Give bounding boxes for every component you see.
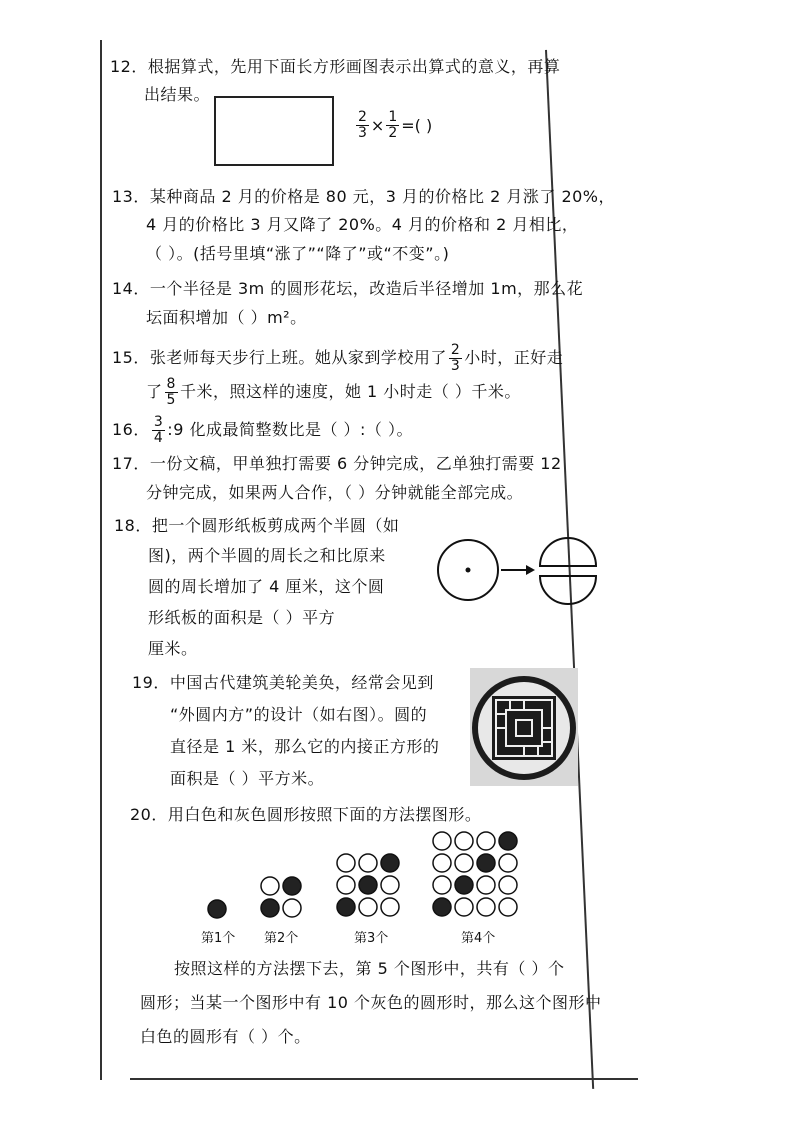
q17-line2: 分钟完成，如果两人合作，（ ）分钟就能全部完成。 (146, 483, 524, 502)
q12-expression (354, 110, 432, 141)
page-border-bottom (130, 1078, 638, 1080)
white-circle (283, 899, 301, 917)
q12-answer-blank[interactable]: =( ) (401, 116, 433, 135)
q20-line3: 圆形；当某一个图形中有 10 个灰色的圆形时，那么这个图形中 (140, 993, 602, 1012)
q13-line3: （ ）。(括号里填“涨了”“降了”或“不变”。) (146, 244, 450, 263)
white-circle (433, 832, 451, 850)
white-circle (433, 854, 451, 872)
q12-line1: 12．根据算式，先用下面长方形画图表示出算式的意义，再算 (110, 57, 561, 76)
q18-line1: 18．把一个圆形纸板剪成两个半圆（如 (114, 516, 400, 535)
times-sign: × (370, 116, 385, 135)
q14-line1: 14．一个半径是 3m 的圆形花坛，改造后半径增加 1m，那么花 (112, 279, 584, 298)
q19-line1: 19．中国古代建筑美轮美奂，经常会见到 (132, 673, 434, 692)
gray-circle (337, 898, 355, 916)
q18-line3: 圆的周长增加了 4 厘米，这个圆 (148, 577, 385, 596)
white-circle (381, 898, 399, 916)
q18-line4: 形纸板的面积是（ ）平方 (148, 608, 336, 627)
white-circle (455, 898, 473, 916)
white-circle (477, 876, 495, 894)
white-circle (433, 876, 451, 894)
white-circle (261, 877, 279, 895)
q20-line1: 20．用白色和灰色圆形按照下面的方法摆图形。 (130, 805, 482, 824)
figure-label-2: 第2个 (264, 931, 299, 946)
q20-line4: 白色的圆形有（ ）个。 (140, 1027, 311, 1046)
q15-fraction-1: $\frac{2}{3}$ (450, 342, 461, 374)
gray-circle (208, 900, 226, 918)
q12-fraction-1: $\frac{2}{3}$ (358, 109, 367, 141)
white-circle (337, 876, 355, 894)
q14-line2: 坛面积增加（ ）m²。 (146, 308, 307, 327)
white-circle (477, 832, 495, 850)
lower-semicircle (540, 576, 596, 604)
gray-circle (283, 877, 301, 895)
q15-line1: 15．张老师每天步行上班。她从家到学校用了 $\frac{2}{3}$ 小时，正好走 (112, 342, 564, 374)
q12-fraction-2: $\frac{1}{2}$ (388, 109, 398, 141)
figure-label-4: 第4个 (461, 931, 496, 946)
q20-line2: 按照这样的方法摆下去，第 5 个图形中，共有（ ）个 (174, 959, 565, 978)
gray-circle (499, 832, 517, 850)
gray-circle (261, 899, 279, 917)
gray-circle (433, 898, 451, 916)
white-circle (499, 876, 517, 894)
q19-line3: 直径是 1 米，那么它的内接正方形的 (170, 737, 440, 756)
figure-label-3: 第3个 (354, 931, 389, 946)
white-circle (455, 854, 473, 872)
q19-line2: “外圆内方”的设计（如右图）。圆的 (170, 705, 428, 724)
q19-lattice-window-figure (470, 668, 578, 786)
white-circle (381, 876, 399, 894)
q12-drawing-rectangle[interactable] (214, 96, 334, 166)
circle-center-dot (466, 568, 471, 573)
white-circle (499, 854, 517, 872)
q16-fraction: $\frac{3}{4}$ (153, 414, 164, 446)
white-circle (477, 898, 495, 916)
q12-line2: 出结果。 (144, 85, 211, 104)
arrow-head-icon (526, 565, 535, 575)
q16-line: 16． $\frac{3}{4}$ :9 化成最简整数比是（ ）:（ ）。 (112, 414, 414, 446)
gray-circle (359, 876, 377, 894)
gray-circle (477, 854, 495, 872)
q13-line2: 4 月的价格比 3 月又降了 20%。4 月的价格和 2 月相比， (146, 215, 579, 234)
page-border-left (100, 40, 102, 1080)
figure-label-1: 第1个 (201, 931, 236, 946)
q15-line2: 了 $\frac{8}{5}$ 千米，照这样的速度，她 1 小时走（ ）千米。 (146, 376, 521, 408)
q17-line1: 17．一份文稿，甲单独打需要 6 分钟完成，乙单独打需要 12 (112, 454, 562, 473)
q20-dot-patterns (200, 827, 540, 922)
gray-circle (455, 876, 473, 894)
q19-line4: 面积是（ ）平方米。 (170, 769, 325, 788)
white-circle (455, 832, 473, 850)
q18-line5: 厘米。 (148, 639, 198, 658)
gray-circle (381, 854, 399, 872)
white-circle (499, 898, 517, 916)
upper-semicircle (540, 538, 596, 566)
white-circle (337, 854, 355, 872)
q13-line1: 13．某种商品 2 月的价格是 80 元，3 月的价格比 2 月涨了 20%， (112, 187, 616, 206)
q18-line2: 图)，两个半圆的周长之和比原来 (148, 546, 386, 565)
q18-circle-figure (436, 536, 616, 616)
white-circle (359, 854, 377, 872)
white-circle (359, 898, 377, 916)
q15-fraction-2: $\frac{8}{5}$ (166, 376, 176, 408)
